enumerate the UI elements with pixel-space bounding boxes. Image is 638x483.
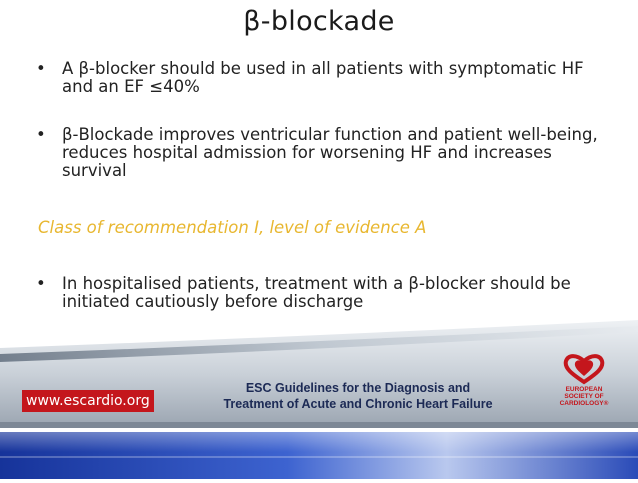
website-link[interactable]: www.escardio.org	[22, 390, 154, 412]
bottom-band-graphic	[0, 432, 638, 479]
bullet-text: A β-blocker should be used in all patients with symptomatic HF and an EF ≤40%	[62, 59, 584, 96]
logo-line-1: EUROPEAN	[565, 386, 603, 393]
bullet-item	[36, 60, 606, 96]
guidelines-line-2: Treatment of Acute and Chronic Heart Failure	[223, 397, 493, 411]
slide-title: β-blockade	[243, 6, 395, 37]
bullet-text: β-Blockade improves ventricular function and patient well-being, reduces hospital admission for worsening HF and increases survival	[62, 125, 598, 180]
bullet-item	[36, 126, 606, 180]
recommendation-class: Class of recommendation I, level of evidence A	[38, 218, 427, 237]
guidelines-line-1: ESC Guidelines for the Diagnosis and	[245, 381, 471, 395]
bullet-text: In hospitalised patients, treatment with a β-blocker should be initiated cautiously before discharge	[62, 274, 571, 311]
bottom-blue-band	[0, 432, 638, 479]
guidelines-caption	[178, 380, 538, 412]
bullet-marker: •	[36, 59, 46, 78]
bullet-marker: •	[36, 274, 46, 293]
esc-logo-text	[545, 386, 623, 407]
bullet-marker: •	[36, 125, 46, 144]
bullet-item	[36, 275, 606, 311]
logo-line-3: CARDIOLOGY®	[559, 400, 609, 407]
logo-line-2: SOCIETY OF	[564, 393, 604, 400]
